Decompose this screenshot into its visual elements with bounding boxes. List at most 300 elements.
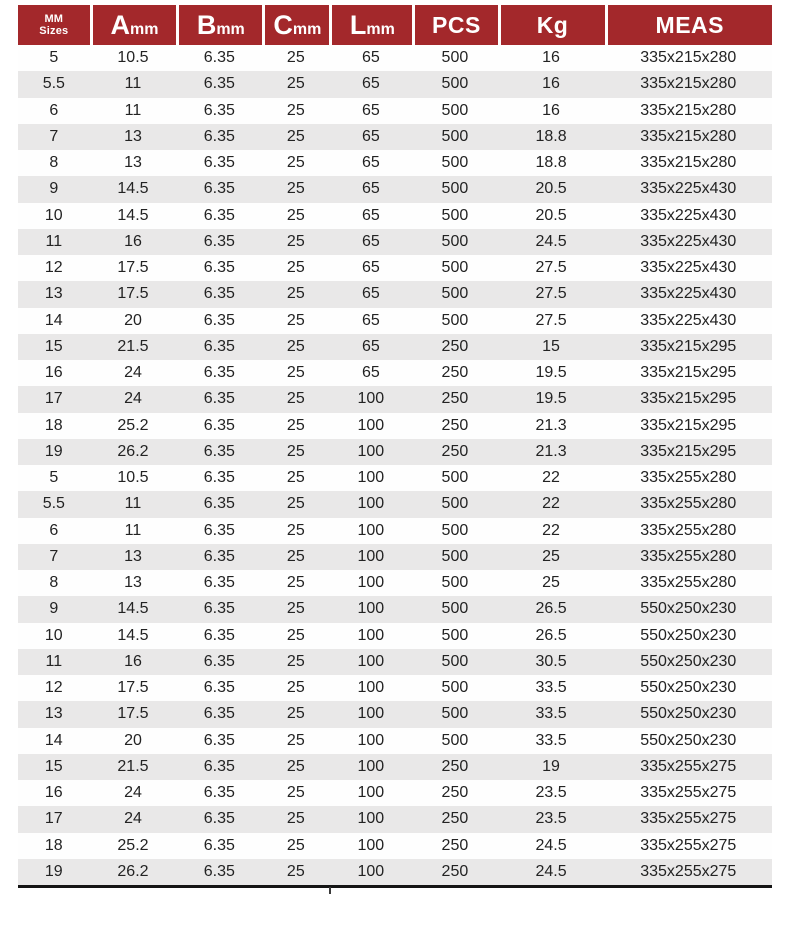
- cell-meas: 335x255x280: [605, 491, 772, 517]
- cell-c-mm: 25: [262, 360, 329, 386]
- cell-l-mm: 65: [329, 334, 412, 360]
- cell-mm-sizes: 7: [18, 544, 90, 570]
- cell-pcs: 500: [412, 623, 497, 649]
- cell-pcs: 500: [412, 465, 497, 491]
- cell-l-mm: 100: [329, 649, 412, 675]
- cell-a-mm: 17.5: [90, 701, 177, 727]
- column-header-mm-sizes: [18, 5, 90, 45]
- table-row: [18, 176, 772, 202]
- table-row: [18, 544, 772, 570]
- cell-meas: 335x225x430: [605, 255, 772, 281]
- cell-a-mm: 20: [90, 728, 177, 754]
- cell-l-mm: 100: [329, 780, 412, 806]
- cell-l-mm: 65: [329, 229, 412, 255]
- cell-b-mm: 6.35: [176, 544, 262, 570]
- cell-a-mm: 10.5: [90, 465, 177, 491]
- cell-c-mm: 25: [262, 176, 329, 202]
- cell-kg: 24.5: [498, 859, 605, 885]
- cell-c-mm: 25: [262, 281, 329, 307]
- cell-pcs: 500: [412, 45, 497, 71]
- cell-l-mm: 65: [329, 203, 412, 229]
- table-row: [18, 806, 772, 832]
- cell-l-mm: 100: [329, 859, 412, 885]
- cell-meas: 335x255x280: [605, 570, 772, 596]
- cell-l-mm: 100: [329, 596, 412, 622]
- table-row: [18, 308, 772, 334]
- cell-meas: 335x225x430: [605, 281, 772, 307]
- cell-a-mm: 21.5: [90, 334, 177, 360]
- cell-pcs: 250: [412, 360, 497, 386]
- cell-pcs: 500: [412, 675, 497, 701]
- cell-a-mm: 24: [90, 360, 177, 386]
- table-row: [18, 45, 772, 71]
- cell-l-mm: 100: [329, 570, 412, 596]
- table-row: [18, 623, 772, 649]
- cell-c-mm: 25: [262, 98, 329, 124]
- cell-mm-sizes: 19: [18, 859, 90, 885]
- cell-meas: 335x255x275: [605, 754, 772, 780]
- cell-kg: 27.5: [498, 308, 605, 334]
- cell-c-mm: 25: [262, 71, 329, 97]
- cell-a-mm: 11: [90, 71, 177, 97]
- cell-mm-sizes: 17: [18, 806, 90, 832]
- cell-b-mm: 6.35: [176, 71, 262, 97]
- cell-pcs: 500: [412, 176, 497, 202]
- cell-kg: 19.5: [498, 386, 605, 412]
- cell-b-mm: 6.35: [176, 203, 262, 229]
- cell-c-mm: 25: [262, 701, 329, 727]
- cell-l-mm: 100: [329, 465, 412, 491]
- cell-b-mm: 6.35: [176, 596, 262, 622]
- cell-meas: 335x215x295: [605, 413, 772, 439]
- cell-mm-sizes: 12: [18, 675, 90, 701]
- cell-meas: 335x225x430: [605, 203, 772, 229]
- cell-b-mm: 6.35: [176, 806, 262, 832]
- cell-pcs: 500: [412, 255, 497, 281]
- cell-mm-sizes: 12: [18, 255, 90, 281]
- cell-mm-sizes: 19: [18, 439, 90, 465]
- cell-b-mm: 6.35: [176, 780, 262, 806]
- column-header-pcs: [412, 5, 497, 45]
- cell-c-mm: 25: [262, 596, 329, 622]
- cell-l-mm: 65: [329, 124, 412, 150]
- cell-b-mm: 6.35: [176, 859, 262, 885]
- cell-mm-sizes: 5: [18, 465, 90, 491]
- cell-b-mm: 6.35: [176, 833, 262, 859]
- cell-kg: 26.5: [498, 596, 605, 622]
- cell-pcs: 250: [412, 413, 497, 439]
- column-header-a-mm: [90, 5, 177, 45]
- cell-pcs: 250: [412, 833, 497, 859]
- cell-meas: 335x255x280: [605, 544, 772, 570]
- cell-mm-sizes: 8: [18, 150, 90, 176]
- cell-b-mm: 6.35: [176, 45, 262, 71]
- cell-kg: 33.5: [498, 701, 605, 727]
- cell-a-mm: 14.5: [90, 203, 177, 229]
- cell-c-mm: 25: [262, 623, 329, 649]
- cell-l-mm: 100: [329, 806, 412, 832]
- cell-a-mm: 26.2: [90, 859, 177, 885]
- cell-mm-sizes: 10: [18, 203, 90, 229]
- cell-kg: 26.5: [498, 623, 605, 649]
- cell-l-mm: 65: [329, 176, 412, 202]
- cell-kg: 23.5: [498, 806, 605, 832]
- table-row: [18, 334, 772, 360]
- cell-a-mm: 10.5: [90, 45, 177, 71]
- cell-meas: 335x255x275: [605, 859, 772, 885]
- cell-meas: 335x255x275: [605, 833, 772, 859]
- cell-mm-sizes: 11: [18, 649, 90, 675]
- cell-c-mm: 25: [262, 465, 329, 491]
- cell-l-mm: 65: [329, 281, 412, 307]
- cell-meas: 335x255x280: [605, 518, 772, 544]
- cell-kg: 18.8: [498, 124, 605, 150]
- column-header-line: MM: [44, 12, 64, 25]
- table-row: [18, 71, 772, 97]
- cell-mm-sizes: 13: [18, 701, 90, 727]
- cell-meas: 335x225x430: [605, 176, 772, 202]
- cell-a-mm: 17.5: [90, 675, 177, 701]
- cell-a-mm: 25.2: [90, 833, 177, 859]
- cell-b-mm: 6.35: [176, 439, 262, 465]
- cell-kg: 19: [498, 754, 605, 780]
- cell-meas: 335x255x275: [605, 806, 772, 832]
- cell-mm-sizes: 15: [18, 754, 90, 780]
- cell-a-mm: 21.5: [90, 754, 177, 780]
- cell-a-mm: 11: [90, 491, 177, 517]
- cell-a-mm: 13: [90, 570, 177, 596]
- cell-c-mm: 25: [262, 229, 329, 255]
- cell-b-mm: 6.35: [176, 229, 262, 255]
- cell-mm-sizes: 8: [18, 570, 90, 596]
- cell-l-mm: 65: [329, 98, 412, 124]
- column-header-b-mm: [176, 5, 262, 45]
- table-row: [18, 518, 772, 544]
- cell-kg: 20.5: [498, 176, 605, 202]
- cell-mm-sizes: 6: [18, 518, 90, 544]
- cell-l-mm: 65: [329, 308, 412, 334]
- cell-pcs: 500: [412, 728, 497, 754]
- table-row: [18, 780, 772, 806]
- cell-c-mm: 25: [262, 728, 329, 754]
- cell-pcs: 500: [412, 544, 497, 570]
- cell-l-mm: 65: [329, 71, 412, 97]
- cell-pcs: 500: [412, 308, 497, 334]
- cell-a-mm: 20: [90, 308, 177, 334]
- column-header-unit: mm: [216, 20, 245, 38]
- cell-l-mm: 65: [329, 150, 412, 176]
- cell-mm-sizes: 5: [18, 45, 90, 71]
- cell-a-mm: 13: [90, 124, 177, 150]
- column-header-unit: mm: [130, 20, 159, 38]
- cell-pcs: 500: [412, 203, 497, 229]
- cell-pcs: 500: [412, 596, 497, 622]
- cell-pcs: 500: [412, 98, 497, 124]
- cell-kg: 30.5: [498, 649, 605, 675]
- cell-l-mm: 100: [329, 544, 412, 570]
- cell-c-mm: 25: [262, 491, 329, 517]
- cell-pcs: 500: [412, 570, 497, 596]
- cell-pcs: 500: [412, 71, 497, 97]
- cell-kg: 25: [498, 544, 605, 570]
- cell-b-mm: 6.35: [176, 754, 262, 780]
- cell-l-mm: 100: [329, 413, 412, 439]
- cell-c-mm: 25: [262, 439, 329, 465]
- cell-meas: 550x250x230: [605, 596, 772, 622]
- cell-kg: 22: [498, 518, 605, 544]
- cell-mm-sizes: 5.5: [18, 71, 90, 97]
- cell-l-mm: 100: [329, 623, 412, 649]
- column-header-label: Kg: [536, 11, 569, 38]
- cell-a-mm: 24: [90, 386, 177, 412]
- column-header-unit: mm: [292, 20, 322, 38]
- table-row: [18, 570, 772, 596]
- cell-mm-sizes: 14: [18, 728, 90, 754]
- cell-l-mm: 100: [329, 675, 412, 701]
- cell-kg: 24.5: [498, 833, 605, 859]
- cell-c-mm: 25: [262, 308, 329, 334]
- table-row: [18, 150, 772, 176]
- table-row: [18, 386, 772, 412]
- column-header-kg: [498, 5, 605, 45]
- cell-a-mm: 17.5: [90, 281, 177, 307]
- cell-kg: 15: [498, 334, 605, 360]
- cell-kg: 33.5: [498, 675, 605, 701]
- table-row: [18, 754, 772, 780]
- cell-pcs: 500: [412, 281, 497, 307]
- cell-c-mm: 25: [262, 518, 329, 544]
- cell-l-mm: 100: [329, 518, 412, 544]
- table-row: [18, 229, 772, 255]
- cell-b-mm: 6.35: [176, 255, 262, 281]
- cell-mm-sizes: 9: [18, 596, 90, 622]
- cell-meas: 335x215x280: [605, 45, 772, 71]
- cell-kg: 16: [498, 71, 605, 97]
- cell-c-mm: 25: [262, 255, 329, 281]
- cell-a-mm: 14.5: [90, 623, 177, 649]
- cell-pcs: 500: [412, 150, 497, 176]
- bottom-edge-tick: [329, 887, 331, 894]
- column-header-letter: A: [110, 9, 130, 40]
- cell-pcs: 250: [412, 386, 497, 412]
- cell-a-mm: 24: [90, 780, 177, 806]
- column-header-label: PCS: [432, 11, 481, 38]
- cell-b-mm: 6.35: [176, 386, 262, 412]
- table-row: [18, 124, 772, 150]
- cell-kg: 21.3: [498, 413, 605, 439]
- cell-b-mm: 6.35: [176, 649, 262, 675]
- table-row: [18, 649, 772, 675]
- cell-b-mm: 6.35: [176, 334, 262, 360]
- cell-meas: 335x225x430: [605, 229, 772, 255]
- cell-pcs: 500: [412, 229, 497, 255]
- cell-c-mm: 25: [262, 570, 329, 596]
- cell-b-mm: 6.35: [176, 623, 262, 649]
- cell-b-mm: 6.35: [176, 465, 262, 491]
- table-header-row: [18, 5, 772, 45]
- cell-meas: 335x215x280: [605, 98, 772, 124]
- cell-b-mm: 6.35: [176, 413, 262, 439]
- cell-l-mm: 100: [329, 491, 412, 517]
- cell-meas: 550x250x230: [605, 728, 772, 754]
- cell-meas: 335x215x295: [605, 439, 772, 465]
- cell-mm-sizes: 11: [18, 229, 90, 255]
- table-row: [18, 728, 772, 754]
- cell-mm-sizes: 5.5: [18, 491, 90, 517]
- column-header-label: MEAS: [655, 11, 724, 38]
- cell-l-mm: 100: [329, 833, 412, 859]
- table-row: [18, 833, 772, 859]
- cell-l-mm: 65: [329, 360, 412, 386]
- cell-a-mm: 14.5: [90, 176, 177, 202]
- table-row: [18, 465, 772, 491]
- cell-c-mm: 25: [262, 675, 329, 701]
- cell-c-mm: 25: [262, 413, 329, 439]
- cell-meas: 550x250x230: [605, 623, 772, 649]
- column-header-meas: [605, 5, 772, 45]
- column-header-l-mm: [329, 5, 412, 45]
- cell-l-mm: 100: [329, 754, 412, 780]
- cell-pcs: 500: [412, 491, 497, 517]
- cell-kg: 20.5: [498, 203, 605, 229]
- cell-b-mm: 6.35: [176, 124, 262, 150]
- table-row: [18, 281, 772, 307]
- cell-pcs: 500: [412, 124, 497, 150]
- cell-c-mm: 25: [262, 334, 329, 360]
- cell-c-mm: 25: [262, 649, 329, 675]
- cell-mm-sizes: 18: [18, 833, 90, 859]
- column-header-unit: mm: [366, 20, 395, 38]
- cell-pcs: 250: [412, 439, 497, 465]
- cell-kg: 24.5: [498, 229, 605, 255]
- cell-meas: 335x215x280: [605, 150, 772, 176]
- cell-b-mm: 6.35: [176, 570, 262, 596]
- cell-kg: 18.8: [498, 150, 605, 176]
- cell-c-mm: 25: [262, 754, 329, 780]
- cell-kg: 23.5: [498, 780, 605, 806]
- cell-a-mm: 13: [90, 544, 177, 570]
- cell-b-mm: 6.35: [176, 98, 262, 124]
- cell-meas: 550x250x230: [605, 649, 772, 675]
- cell-mm-sizes: 15: [18, 334, 90, 360]
- cell-b-mm: 6.35: [176, 491, 262, 517]
- cell-mm-sizes: 18: [18, 413, 90, 439]
- cell-c-mm: 25: [262, 833, 329, 859]
- column-header-letter: B: [196, 9, 217, 40]
- cell-c-mm: 25: [262, 45, 329, 71]
- cell-b-mm: 6.35: [176, 701, 262, 727]
- cell-b-mm: 6.35: [176, 518, 262, 544]
- cell-pcs: 250: [412, 806, 497, 832]
- cell-b-mm: 6.35: [176, 360, 262, 386]
- table-row: [18, 360, 772, 386]
- cell-l-mm: 100: [329, 728, 412, 754]
- cell-pcs: 250: [412, 780, 497, 806]
- cell-kg: 22: [498, 465, 605, 491]
- cell-b-mm: 6.35: [176, 675, 262, 701]
- cell-pcs: 250: [412, 754, 497, 780]
- cell-mm-sizes: 17: [18, 386, 90, 412]
- table-row: [18, 596, 772, 622]
- cell-pcs: 500: [412, 649, 497, 675]
- cell-mm-sizes: 16: [18, 360, 90, 386]
- cell-pcs: 500: [412, 518, 497, 544]
- cell-mm-sizes: 7: [18, 124, 90, 150]
- cell-a-mm: 17.5: [90, 255, 177, 281]
- cell-a-mm: 11: [90, 98, 177, 124]
- cell-a-mm: 24: [90, 806, 177, 832]
- cell-l-mm: 65: [329, 255, 412, 281]
- table-row: [18, 439, 772, 465]
- cell-b-mm: 6.35: [176, 176, 262, 202]
- column-header-c-mm: [262, 5, 329, 45]
- cell-b-mm: 6.35: [176, 150, 262, 176]
- table-row: [18, 203, 772, 229]
- cell-l-mm: 100: [329, 701, 412, 727]
- cell-a-mm: 14.5: [90, 596, 177, 622]
- cell-meas: 335x215x280: [605, 124, 772, 150]
- cell-pcs: 250: [412, 859, 497, 885]
- cell-mm-sizes: 13: [18, 281, 90, 307]
- packing-spec-table: [18, 5, 772, 888]
- cell-c-mm: 25: [262, 544, 329, 570]
- cell-meas: 335x225x430: [605, 308, 772, 334]
- cell-c-mm: 25: [262, 780, 329, 806]
- cell-mm-sizes: 16: [18, 780, 90, 806]
- cell-a-mm: 25.2: [90, 413, 177, 439]
- cell-meas: 335x215x295: [605, 360, 772, 386]
- cell-meas: 335x255x275: [605, 780, 772, 806]
- cell-pcs: 500: [412, 701, 497, 727]
- table-row: [18, 413, 772, 439]
- table-row: [18, 255, 772, 281]
- cell-meas: 335x215x280: [605, 71, 772, 97]
- table-row: [18, 98, 772, 124]
- cell-meas: 335x215x295: [605, 386, 772, 412]
- cell-a-mm: 13: [90, 150, 177, 176]
- cell-c-mm: 25: [262, 386, 329, 412]
- cell-a-mm: 26.2: [90, 439, 177, 465]
- table-row: [18, 859, 772, 885]
- table-row: [18, 675, 772, 701]
- cell-b-mm: 6.35: [176, 728, 262, 754]
- cell-kg: 27.5: [498, 255, 605, 281]
- cell-kg: 16: [498, 98, 605, 124]
- cell-a-mm: 11: [90, 518, 177, 544]
- cell-kg: 22: [498, 491, 605, 517]
- column-header-letter: C: [273, 9, 293, 40]
- cell-kg: 19.5: [498, 360, 605, 386]
- cell-meas: 550x250x230: [605, 675, 772, 701]
- cell-c-mm: 25: [262, 806, 329, 832]
- cell-c-mm: 25: [262, 203, 329, 229]
- cell-kg: 21.3: [498, 439, 605, 465]
- cell-pcs: 250: [412, 334, 497, 360]
- cell-meas: 335x215x295: [605, 334, 772, 360]
- column-header-line: Sizes: [39, 25, 69, 37]
- table-row: [18, 701, 772, 727]
- cell-kg: 27.5: [498, 281, 605, 307]
- cell-mm-sizes: 6: [18, 98, 90, 124]
- cell-l-mm: 65: [329, 45, 412, 71]
- cell-kg: 33.5: [498, 728, 605, 754]
- cell-b-mm: 6.35: [176, 308, 262, 334]
- cell-meas: 335x255x280: [605, 465, 772, 491]
- cell-mm-sizes: 14: [18, 308, 90, 334]
- cell-mm-sizes: 9: [18, 176, 90, 202]
- cell-mm-sizes: 10: [18, 623, 90, 649]
- cell-b-mm: 6.35: [176, 281, 262, 307]
